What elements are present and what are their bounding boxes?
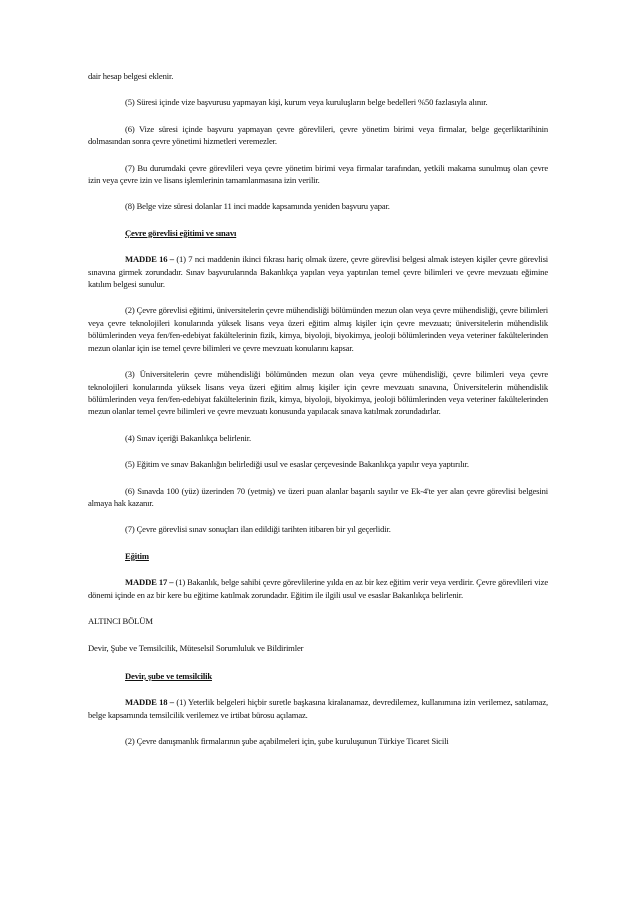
paragraph: (8) Belge vize süresi dolanlar 11 inci madde kapsamında yeniden başvuru yapar.	[125, 201, 390, 212]
article-label: MADDE 18 –	[125, 697, 174, 708]
paragraph: (7) Çevre görevlisi sınav sonuçları ilan edildiği tarihten itibaren bir yıl geçerlidir.	[125, 524, 391, 535]
paragraph: (4) Sınav içeriği Bakanlıkça belirlenir.	[125, 432, 251, 443]
article-18	[88, 696, 548, 721]
article-text: (1) 7 nci maddenin ikinci fıkrası hariç olmak üzere, çevre görevlisi belgesi almak isteyen kişiler çevre görevlisi sınavına girmek zorundadır. Sınav başvurularında Bakanlıkça yapılan veya yaptırılan temel çevre bilimleri ve çevre mevzuatı eğimine katılım belgesi sunulur.	[88, 254, 548, 290]
section-title: Devir, Şube ve Temsilcilik, Müteselsil Sorumluluk ve Bildirimler	[88, 643, 304, 654]
article-label: MADDE 16 –	[125, 254, 174, 265]
article-heading: Eğitim	[125, 550, 149, 561]
article-label: MADDE 17 –	[125, 577, 174, 588]
paragraph: (2) Çevre görevlisi eğitimi, üniversitelerin çevre mühendisliği bölümünden mezun olan veya çevre mühendisliği, çevre bilimleri veya çevre teknolojileri konularında yüksek lisans veya üzeri eğitim almış kişiler için çevre mevzuatı; üniversitelerin mühendislik bölümlerinden veya fen/fen-edebiyat fakültelerinin fizik, kimya, biyoloji, biyokimya, jeoloji bölümlerinden veya veteriner fakültelerinden mezun olanlar için ise temel çevre bilimleri ve çevre mevzuatı konularını kapsar.	[88, 305, 548, 353]
paragraph: (3) Üniversitelerin çevre mühendisliği bölümünden mezun olan veya çevre mühendisliği, çevre bilimleri veya çevre teknolojileri konularında yüksek lisans veya üzeri eğitim almış kişiler için çevre mevzuatı sınavına, Üniversitelerin mühendislik bölümlerinden veya fen/fen-edebiyat fakültelerinin fizik, kimya, biyoloji, biyokimya, jeoloji bölümlerinden veya veteriner fakültelerinden mezun olanlar temel çevre bilimleri ve çevre mevzuatı konusunda yapılacak sınava katılmak zorundadırlar.	[88, 369, 548, 417]
paragraph: (6) Vize süresi içinde başvuru yapmayan çevre görevlileri, çevre yönetim birimi veya firmalar, belge geçerliktarihinin dolmasından sonra çevre yönetimi hizmetleri veremezler.	[88, 123, 548, 147]
paragraph: (5) Eğitim ve sınav Bakanlığın belirlediği usul ve esaslar çerçevesinde Bakanlıkça yapılır veya yaptırılır.	[125, 459, 469, 470]
paragraph: (6) Sınavda 100 (yüz) üzerinden 70 (yetmiş) ve üzeri puan alanlar başarılı sayılır ve Ek-4'te yer alan çevre görevlisi belgesini almaya hak kazanır.	[88, 485, 548, 508]
document-page	[88, 70, 548, 761]
article-heading: Devir, şube ve temsilcilik	[125, 670, 212, 681]
article-heading: Çevre görevlisi eğitimi ve sınavı	[125, 227, 237, 238]
article-text: (1) Bakanlık, belge sahibi çevre görevlilerine yılda en az bir kez eğitim verir veya verdirir. Çevre görevlileri vize dönemi içinde en az bir kere bu eğitime katılmak zorundadır. Eğitim ile ilgili usul ve esaslar Bakanlıkça belirlenir.	[88, 577, 548, 600]
paragraph: (7) Bu durumdaki çevre görevlileri veya çevre yönetim birimi veya firmalar tarafından, yetkili makama sunulmuş olan çevre izin veya çevre izin ve lisans işlemlerinin tamamlanmasına izin verilir.	[88, 162, 548, 186]
paragraph: dair hesap belgesi eklenir.	[88, 71, 174, 81]
paragraph: (5) Süresi içinde vize başvurusu yapmayan kişi, kurum veya kuruluşların belge bedelleri %50 fazlasıyla alınır.	[125, 97, 488, 108]
article-text: (1) Yeterlik belgeleri hiçbir suretle başkasına kiralanamaz, devredilemez, kullanımına izin verilemez, satılamaz, belge kapsamında temsilcilik verilemez ve irtibat bürosu açılamaz.	[88, 697, 548, 720]
article-16	[88, 253, 548, 290]
section-number: ALTINCI BÖLÜM	[88, 615, 153, 626]
paragraph: (2) Çevre danışmanlık firmalarının şube açabilmeleri için, şube kuruluşunun Türkiye Ticaret Sicili	[125, 736, 449, 746]
article-17	[88, 576, 548, 601]
